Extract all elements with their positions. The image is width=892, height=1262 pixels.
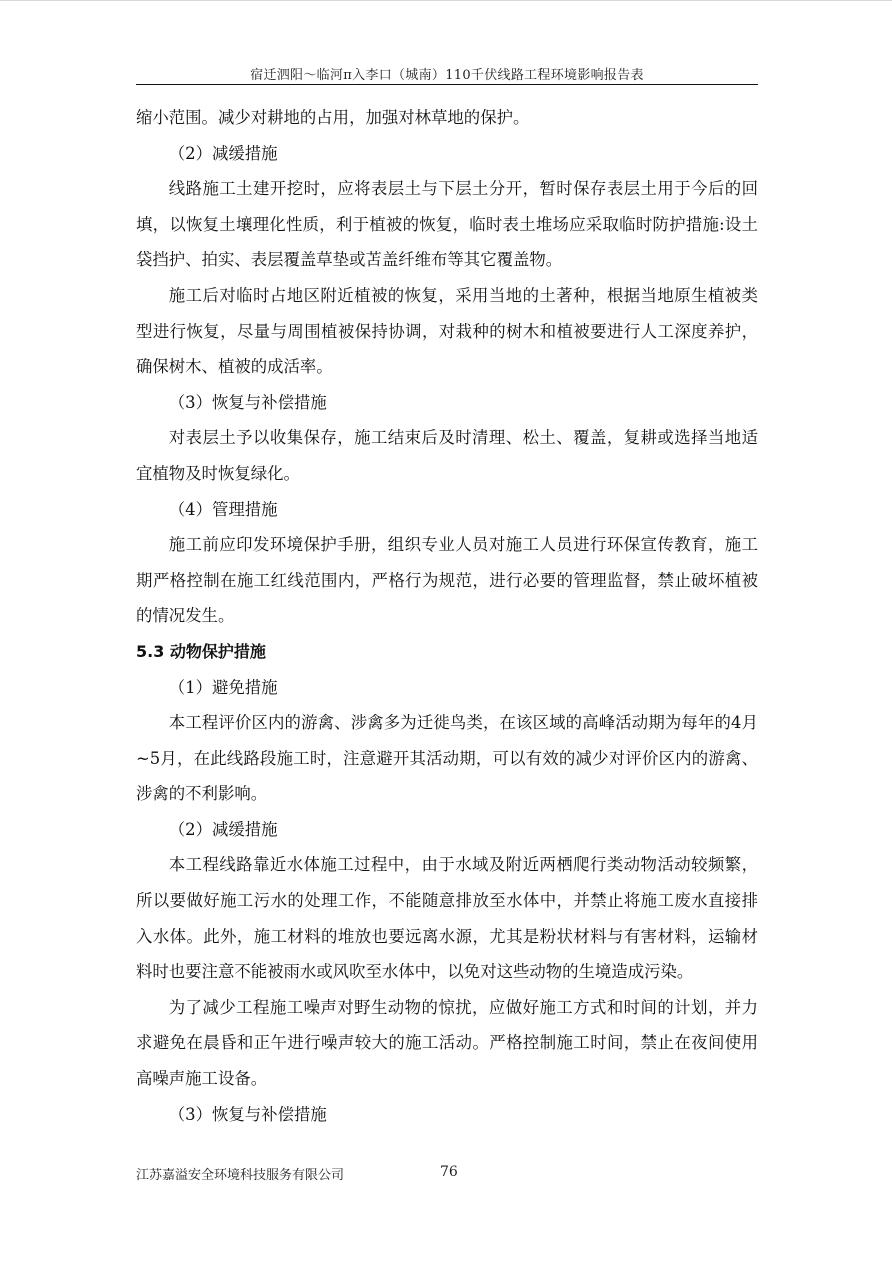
subheading-avoidance: （1）避免措施	[168, 677, 278, 697]
header-rule	[136, 84, 758, 85]
paragraph: 对表层土予以收集保存，施工结束后及时清理、松土、覆盖，复耕或选择当地适宜植物及时恢复绿化。	[136, 428, 758, 483]
body-text	[136, 100, 758, 1132]
paragraph: 为了减少工程施工噪声对野生动物的惊扰，应做好施工方式和时间的计划，并力求避免在晨昏和正午进行噪声较大的施工活动。严格控制施工时间，禁止在夜间使用高噪声施工设备。	[136, 997, 758, 1089]
paragraph: 施工前应印发环境保护手册，组织专业人员对施工人员进行环保宣传教育，施工期严格控制在施工红线范围内，严格行为规范，进行必要的管理监督，禁止破坏植被的情况发生。	[136, 535, 758, 626]
paragraph: 施工后对临时占地区附近植被的恢复，采用当地的土著种，根据当地原生植被类型进行恢复，尽量与周围植被保持协调，对栽种的树木和植被要进行人工深度养护，确保树木、植被的成活率。	[136, 285, 758, 377]
page-top-edge	[0, 0, 892, 9]
subheading-restoration: （3）恢复与补偿措施	[168, 1104, 327, 1124]
footer-company: 江苏嘉溢安全环境科技服务有限公司	[136, 1168, 345, 1183]
paragraph: 线路施工土建开挖时，应将表层土与下层土分开，暂时保存表层土用于今后的回填，以恢复土壤理化性质，利于植被的恢复，临时表土堆场应采取临时防护措施:设土袋挡护、拍实、表层覆盖草垫或苫盖纤维布等其它覆盖物。	[136, 179, 758, 270]
section-heading: 5.3 动物保护措施	[136, 641, 266, 661]
subheading-management: （4）管理措施	[168, 499, 278, 519]
subheading-restoration: （3）恢复与补偿措施	[168, 392, 327, 412]
paragraph: 本工程线路靠近水体施工过程中，由于水域及附近两栖爬行类动物活动较频繁，所以要做好施工污水的处理工作，不能随意排放至水体中，并禁止将施工废水直接排入水体。此外，施工材料的堆放也要远离水源，尤其是粉状材料与有害材料，运输材料时也要注意不能被雨水或风吹至水体中，以免对这些动物的生境造成污染。	[136, 855, 758, 982]
page-number: 76	[440, 1164, 458, 1180]
paragraph-continuation: 缩小范围。减少对耕地的占用，加强对林草地的保护。	[136, 108, 530, 127]
subheading-mitigation: （2）减缓措施	[168, 819, 278, 839]
paragraph: 本工程评价区内的游禽、涉禽多为迁徙鸟类，在该区域的高峰活动期为每年的4月~5月，在此线路段施工时，注意避开其活动期，可以有效的减少对评价区内的游禽、涉禽的不利影响。	[136, 713, 758, 804]
running-header: 宿迁泗阳～临河π入李口（城南）110千伏线路工程环境影响报告表	[250, 68, 644, 83]
subheading-mitigation: （2）减缓措施	[168, 143, 278, 163]
